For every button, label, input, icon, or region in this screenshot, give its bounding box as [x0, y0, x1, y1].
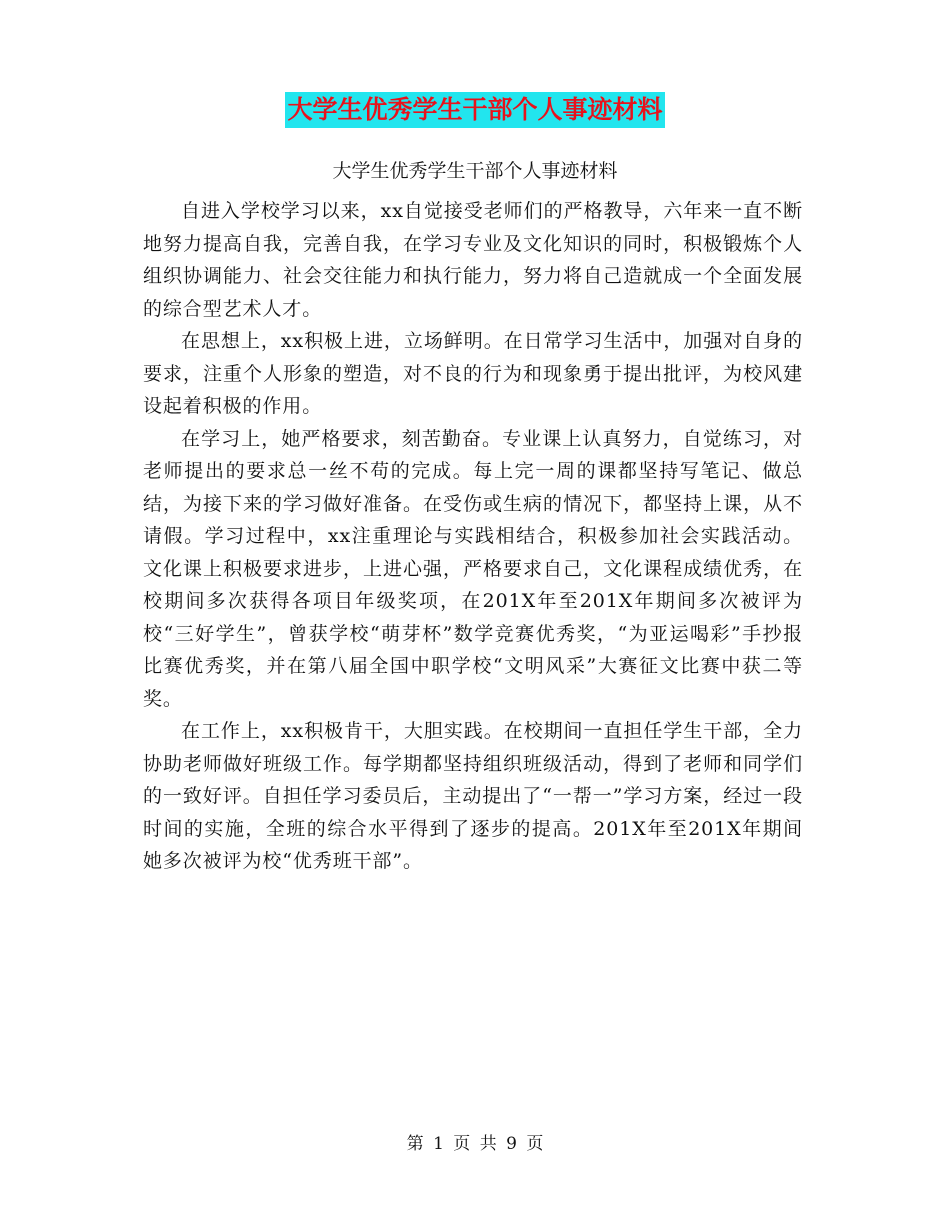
- page-title: 大学生优秀学生干部个人事迹材料: [285, 92, 664, 128]
- paragraph-ideology: 在思想上，xx积极上进，立场鲜明。在日常学习生活中，加强对自身的要求，注重个人形象的塑造，对不良的行为和现象勇于提出批评，为校风建设起着积极的作用。: [143, 330, 803, 417]
- page-footer: 第 1 页 共 9 页: [406, 1134, 544, 1154]
- document-subtitle: 大学生优秀学生干部个人事迹材料: [332, 160, 618, 182]
- paragraph-intro: 自进入学校学习以来，xx自觉接受老师们的严格教导，六年来一直不断地努力提高自我，完善自我，在学习专业及文化知识的同时，积极锻炼个人组织协调能力、社会交往能力和执行能力，努力将自己造就成一个全面发展的综合型艺术人才。: [143, 200, 803, 320]
- paragraph-study: 在学习上，她严格要求，刻苦勤奋。专业课上认真努力，自觉练习，对老师提出的要求总一丝不苟的完成。每上完一周的课都坚持写笔记、做总结，为接下来的学习做好准备。在受伤或生病的情况下，都坚持上课，从不请假。学习过程中，xx注重理论与实践相结合，积极参加社会实践活动。文化课上积极要求进步，上进心强，严格要求自己，文化课程成绩优秀，在校期间多次获得各项目年级奖项，在201X年至201X年期间多次被评为校“三好学生”，曾获学校“萌芽杯”数学竞赛优秀奖，“为亚运喝彩”手抄报比赛优秀奖，并在第八届全国中职学校“文明风采”大赛征文比赛中获二等奖。: [143, 427, 803, 710]
- paragraph-work: 在工作上，xx积极肯干，大胆实践。在校期间一直担任学生干部，全力协助老师做好班级工作。每学期都坚持组织班级活动，得到了老师和同学们的一致好评。自担任学习委员后，主动提出了“一帮一”学习方案，经过一段时间的实施，全班的综合水平得到了逐步的提高。201X年至201X年期间她多次被评为校“优秀班干部”。: [143, 720, 803, 872]
- document-body: [143, 195, 803, 878]
- title-container: [0, 92, 950, 128]
